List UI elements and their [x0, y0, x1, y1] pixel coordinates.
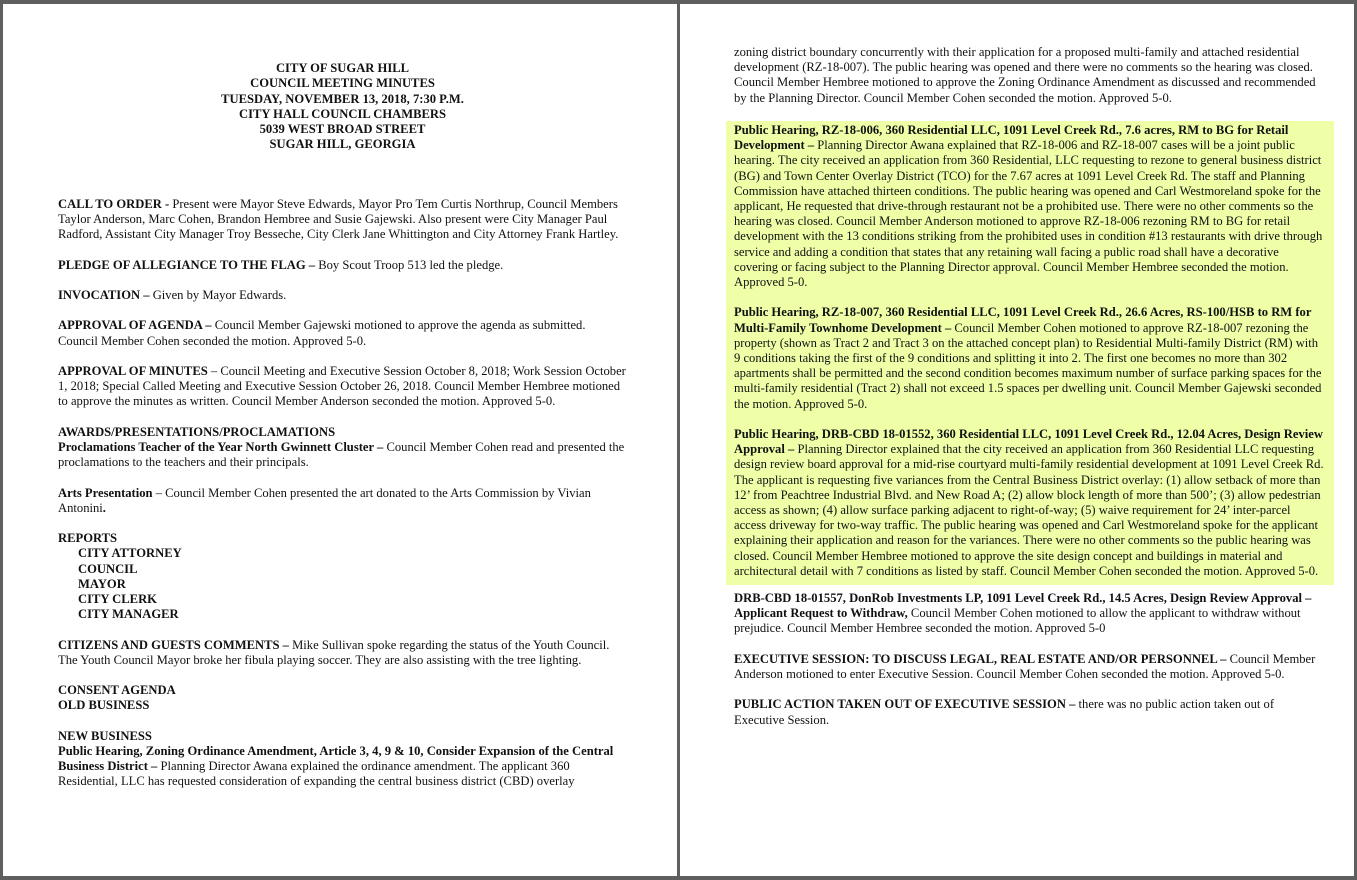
- zoning-amendment-heading: Public Hearing, Zoning Ordinance Amendment, Article 3, 4, 9 & 10, Consider Expansion of the Central Business District –: [58, 743, 614, 774]
- header-line: 5039 WEST BROAD STREET: [259, 122, 426, 137]
- arts-heading: Arts Presentation: [58, 485, 153, 500]
- awards-paragraph: [58, 425, 627, 471]
- awards-heading: AWARDS/PRESENTATIONS/PROCLAMATIONS: [58, 424, 336, 439]
- drb-18-01552-heading: Public Hearing, DRB-CBD 18-01552, 360 Residential LLC, 1091 Level Creek Rd., 12.04 Acres, Design Review Approval –: [734, 427, 1323, 457]
- rz-18-006-text: Planning Director Awana explained that RZ-18-006 and RZ-18-007 cases will be a joint public hearing. The city received an application from 360 Residential, LLC requesting to rezone to general business district (BG) and Town Center Overlay District (TCO) for the 7.67 acres at 1091 Level Creek Rd. The staff and Planning Commission have attached thirteen conditions. The public hearing was opened and Carl Westmoreland spoke for the applicant, He requested that drive-through restaurant not be a prohibited use. There were no other comments so the hearing was closed. Council Member Anderson motioned to approve RZ-18-006 rezoning RM to BG for retail development with the 13 conditions striking from the prohibited uses in condition #13 restaurants with drive through service and adding a condition that states that any retaining wall facing a public road shall have a decorative covering or facing subject to the Planning Director approval. Council Member Hembree seconded the motion. Approved 5-0.: [734, 138, 1323, 290]
- minutes-heading: APPROVAL OF MINUTES: [58, 363, 208, 378]
- consent-old-section: [58, 683, 627, 713]
- citizens-paragraph: [58, 638, 627, 668]
- header-line: CITY HALL COUNCIL CHAMBERS: [238, 106, 446, 121]
- continued-paragraph: zoning district boundary concurrently with their application for a proposed multi-family and attached residential development (RZ-18-007). The public hearing was opened and there were no comments so the hearing was closed. Council Member Hembree motioned to approve the Zoning Ordinance Amendment as discussed and recommended by the Planning Director. Council Member Cohen seconded the motion. Approved 5-0.: [734, 45, 1316, 105]
- public-action-heading: PUBLIC ACTION TAKEN OUT OF EXECUTIVE SESSION –: [734, 697, 1079, 712]
- drb-18-01552-paragraph: [734, 427, 1324, 579]
- header-line: CITY OF SUGAR HILL: [275, 61, 410, 75]
- arts-paragraph: [58, 486, 627, 516]
- public-action-text: there was no public action taken out of Executive Session.: [734, 697, 1275, 727]
- page-right: [680, 4, 1354, 876]
- highlighted-block: [726, 121, 1334, 585]
- pledge-text: Boy Scout Troop 513 led the pledge.: [318, 257, 504, 272]
- zoning-amendment-text: Planning Director Awana explained the ordinance amendment. The applicant 360 Residential, LLC has requested consideration of expanding the central business district (CBD) overlay: [58, 759, 575, 789]
- report-item: MAYOR: [78, 576, 126, 591]
- new-business-heading: NEW BUSINESS: [58, 728, 152, 743]
- pledge-heading: PLEDGE OF ALLEGIANCE TO THE FLAG –: [58, 257, 319, 272]
- drb-18-01552-text: Planning Director explained that the city received an application from 360 Residential LLC requesting design review board approval for a mid-rise courtyard multi-family residential development at 1091 Level Creek Rd. The applicant is requesting five variances from the Central Business District overlay: (1) allow setback of more than 12’ from Peachtree Industrial Blvd. and New Road A; (2) allow block length of more than 500’; (3) allow pedestrian access as shown; (4) allow surface parking adjacent to right-of-way; (5) waive requirement for 24’ inter-parcel access driveway for two-way traffic. The public hearing was opened and Carl Westmoreland spoke for the applicant explaining their application and reason for the variances. There were no other comments so the public hearing was closed. Council Member Hembree motioned to approve the site design concept and buildings in material and architectural detail with 7 conditions as listed by staff. Council Member Cohen seconded the motion. Approved 5-0.: [734, 442, 1324, 578]
- call-to-order-text: Present were Mayor Steve Edwards, Mayor Pro Tem Curtis Northrup, Council Members Taylor Anderson, Marc Cohen, Brandon Hembree and Susie Gajewski. Also present were City Manager Paul Radford, Assistant City Manager Troy Besseche, City Clerk Jane Whittington and City Attorney Frank Hartley.: [58, 196, 619, 242]
- new-business-paragraph: [58, 729, 627, 790]
- invocation-heading: INVOCATION –: [58, 287, 153, 302]
- call-to-order-heading: CALL TO ORDER -: [58, 196, 173, 211]
- report-item: COUNCIL: [78, 561, 138, 576]
- report-item: CITY ATTORNEY: [78, 546, 182, 561]
- consent-agenda-heading: CONSENT AGENDA: [58, 683, 176, 698]
- arts-end: .: [102, 500, 106, 515]
- rz-18-007-text: Council Member Cohen motioned to approve RZ-18-007 rezoning the property (shown as Tract 2 and Tract 3 on the attached concept plan) to Residential Multi-family District (RM) with 9 conditions taking the first of the 9 conditions and splitting it into 2. The first one becomes no more than 302 apartments shall be permitted and the second condition becomes maximum number of surface parking spaces for the multi-family residential (Tract 2) shall not exceed 1.5 spaces per dwelling unit. Council Member Gajewski seconded the motion. Approved 5-0.: [734, 320, 1322, 411]
- call-to-order-paragraph: [58, 197, 627, 243]
- reports-section: [58, 531, 627, 622]
- drb-18-01557-text: Council Member Cohen motioned to allow the applicant to withdraw without prejudice. Council Member Hembree seconded the motion. Approved 5-0: [734, 606, 1301, 636]
- page-left: [3, 4, 677, 876]
- arts-text: – Council Member Cohen presented the art donated to the Arts Commission by Vivian Antonini: [58, 485, 591, 515]
- agenda-text: Council Member Gajewski motioned to approve the agenda as submitted. Council Member Cohen seconded the motion. Approved 5-0.: [58, 318, 586, 348]
- header-line: TUESDAY, NOVEMBER 13, 2018, 7:30 P.M.: [221, 91, 464, 106]
- old-business-heading: OLD BUSINESS: [58, 698, 150, 713]
- header-line: COUNCIL MEETING MINUTES: [250, 76, 435, 91]
- report-item: CITY CLERK: [78, 591, 157, 606]
- executive-session-paragraph: [734, 652, 1324, 682]
- proclamations-heading: Proclamations Teacher of the Year North Gwinnett Cluster –: [58, 439, 387, 454]
- executive-session-heading: EXECUTIVE SESSION: TO DISCUSS LEGAL, REAL ESTATE AND/OR PERSONNEL –: [734, 651, 1230, 666]
- rz-18-006-paragraph: [734, 123, 1324, 290]
- pledge-paragraph: [58, 258, 627, 273]
- public-action-paragraph: [734, 697, 1324, 727]
- invocation-paragraph: [58, 288, 627, 303]
- agenda-heading: APPROVAL OF AGENDA –: [58, 318, 215, 333]
- minutes-header: [58, 61, 627, 153]
- agenda-paragraph: [58, 318, 627, 348]
- drb-18-01557-heading: DRB-CBD 18-01557, DonRob Investments LP, 1091 Level Creek Rd., 14.5 Acres, Design Review Approval – Applicant Request to Withdraw,: [734, 591, 1312, 621]
- citizens-text: Mike Sullivan spoke regarding the status of the Youth Council. The Youth Council Mayor broke her fibula playing soccer. They are also assisting with the tree lighting.: [58, 637, 610, 667]
- reports-heading: REPORTS: [58, 531, 118, 546]
- spacer: [58, 153, 627, 197]
- citizens-heading: CITIZENS AND GUESTS COMMENTS –: [58, 637, 293, 652]
- rz-18-007-heading: Public Hearing, RZ-18-007, 360 Residential LLC, 1091 Level Creek Rd., 26.6 Acres, RS-100/HSB to RM for Multi-Family Townhome Development –: [734, 305, 1312, 335]
- drb-18-01557-paragraph: [734, 591, 1324, 637]
- invocation-text: Given by Mayor Edwards.: [152, 287, 287, 302]
- rz-18-006-heading: Public Hearing, RZ-18-006, 360 Residential LLC, 1091 Level Creek Rd., 7.6 acres, RM to BG for Retail Development –: [734, 123, 1289, 153]
- report-item: CITY MANAGER: [78, 607, 179, 622]
- header-line: SUGAR HILL, GEORGIA: [269, 137, 416, 152]
- executive-session-text: Council Member Anderson motioned to enter Executive Session. Council Member Cohen seconded the motion. Approved 5-0.: [734, 651, 1316, 682]
- proclamations-text: Council Member Cohen read and presented the proclamations to the teachers and their principals.: [58, 439, 625, 470]
- rz-18-007-paragraph: [734, 305, 1324, 411]
- minutes-paragraph: [58, 364, 627, 410]
- minutes-text: – Council Meeting and Executive Session October 8, 2018; Work Session October 1, 2018; Special Called Meeting and Executive Session October 26, 2018. Council Member Hembree motioned to approve the minutes as written. Council Member Anderson seconded the motion. Approved 5-0.: [58, 363, 626, 409]
